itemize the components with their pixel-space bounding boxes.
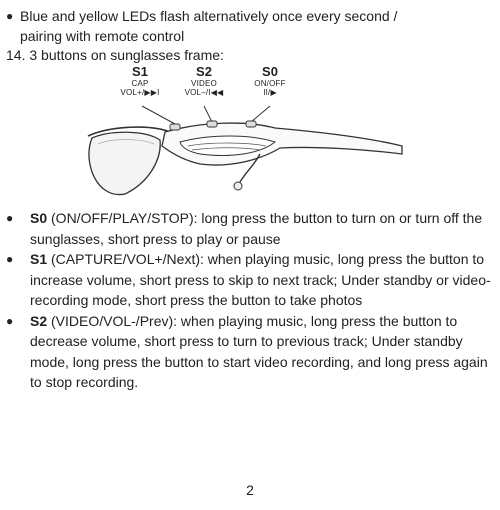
lens-shape xyxy=(89,132,160,194)
button-label-s2 xyxy=(172,64,236,97)
bullet-dot-icon: ● xyxy=(6,211,14,225)
bullet-dot-icon: ● xyxy=(6,313,14,328)
description-s0 xyxy=(6,208,494,249)
button-function: VOL+/▶▶I xyxy=(120,88,160,97)
description-code: S2 xyxy=(30,312,48,329)
button-s1 xyxy=(170,124,180,130)
button-descriptions xyxy=(6,208,494,393)
leader-line-s2 xyxy=(204,106,212,122)
button-label-s1 xyxy=(108,64,172,97)
description-code: S0 xyxy=(30,210,48,226)
intro-text-line1: Blue and yellow LEDs flash alternatively once every second / xyxy=(20,8,398,24)
description-text: (CAPTURE/VOL+/Next): when playing music, long press the button to increase volume, short press to skip to next track; Under standby or video-recording mode, short press the button to take photos xyxy=(30,251,491,308)
description-code: S1 xyxy=(30,251,48,267)
bullet-dot-icon: ● xyxy=(6,252,14,266)
button-s2 xyxy=(207,121,217,127)
button-code: S2 xyxy=(196,64,212,79)
button-s0 xyxy=(246,121,256,127)
button-name: VIDEO xyxy=(191,79,217,88)
button-label-s0 xyxy=(238,64,302,97)
bullet-dot-icon: ● xyxy=(6,9,14,23)
page-number: 2 xyxy=(246,482,254,498)
description-text: (ON/OFF/PLAY/STOP): long press the button to turn on or turn off the sunglasses, short press to play or pause xyxy=(30,210,483,247)
intro-led-note xyxy=(6,6,494,46)
button-function: II/▶ xyxy=(263,88,277,97)
button-code: S0 xyxy=(262,64,278,79)
sunglasses-diagram xyxy=(70,64,410,204)
description-text: (VIDEO/VOL-/Prev): when playing music, long press the button to decrease volume, short press to turn to previous track; Under standby mode, long press the button to start video recording, and long press again to stop recording. xyxy=(30,312,488,390)
button-code: S1 xyxy=(132,64,148,79)
description-s2 xyxy=(6,311,494,393)
button-name: CAP xyxy=(131,79,149,88)
earpiece xyxy=(234,182,242,190)
sunglasses-illustration xyxy=(70,102,410,204)
button-function: VOL–/I◀◀ xyxy=(184,88,224,97)
button-name: ON/OFF xyxy=(254,79,286,88)
leader-line-s0 xyxy=(251,106,270,122)
leader-line-s1 xyxy=(142,106,175,124)
intro-text-line2: pairing with remote control xyxy=(20,28,185,44)
section-title: 14. 3 buttons on sunglasses frame: xyxy=(6,47,224,63)
description-s1 xyxy=(6,249,494,311)
